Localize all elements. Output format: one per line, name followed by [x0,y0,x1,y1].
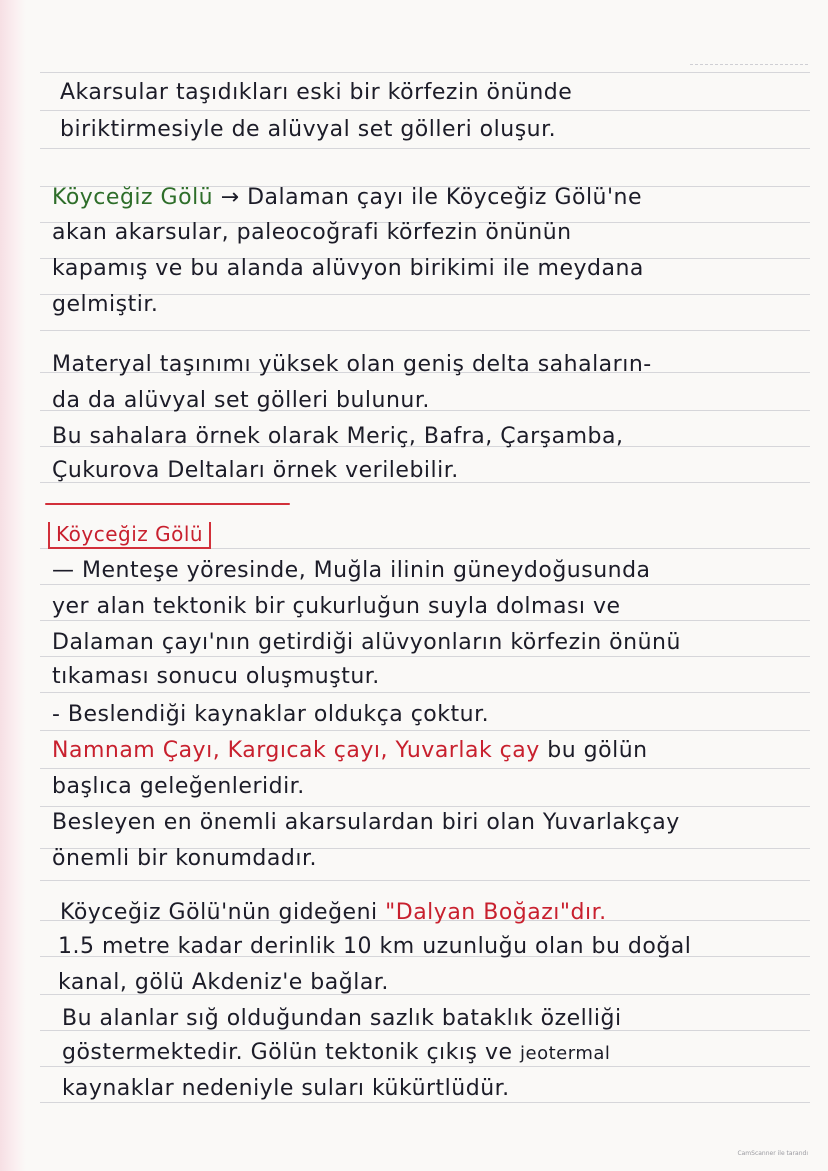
river-names: Namnam Çayı, Kargıcak çayı, Yuvarlak çay [52,738,540,763]
ruled-line [40,620,810,621]
note-line: tıkaması sonucu oluşmuştur. [52,664,380,689]
note-text: Dalaman çayı ile Köyceğiz Gölü'ne [247,185,643,210]
note-line: Çukurova Deltaları örnek verilebilir. [52,458,459,483]
ruled-line [40,656,810,657]
ruled-line [40,584,810,585]
ruled-line [40,72,810,73]
note-line: kapamış ve bu alanda alüvyon birikimi ile meydana [52,256,644,281]
note-text: jeotermal [520,1043,611,1064]
ruled-line [40,880,810,881]
divider [45,503,290,505]
note-line [60,900,607,925]
note-line: Bu alanlar sığ olduğundan sazlık bataklık özelliği [62,1006,622,1031]
ruled-line [40,110,810,111]
ruled-line [40,730,810,731]
note-line: akan akarsular, paleocoğrafi körfezin önünün [52,220,572,245]
note-line: Materyal taşınımı yüksek olan geniş delta sahaların- [52,352,652,377]
ruled-line [40,692,810,693]
arrow-icon: → [220,185,240,210]
ruled-line [40,148,810,149]
note-line: kaynaklar nedeniyle suları kükürtlüdür. [62,1076,510,1101]
note-line: Akarsular taşıdıkları eski bir körfezin önünde [60,80,573,105]
note-line: yer alan tektonik bir çukurluğun suyla dolması ve [52,594,621,619]
ruled-line [40,1066,810,1067]
note-line [52,738,648,763]
lake-name: Köyceğiz Gölü [52,185,214,210]
ruled-line [690,64,808,65]
note-line: önemli bir konumdadır. [52,846,317,871]
ruled-line [40,330,810,331]
note-line [62,1040,610,1065]
section-heading: Köyceğiz Gölü [48,522,211,546]
scanner-watermark: CamScanner ile tarandı [737,1150,808,1157]
note-text: Köyceğiz Gölü'nün gideğeni [60,900,378,925]
page-edge-shadow [0,0,26,1171]
note-text: göstermektedir. Gölün tektonik çıkış ve [62,1040,513,1065]
note-text: bu gölün [547,738,648,763]
note-line: kanal, gölü Akdeniz'e bağlar. [58,970,389,995]
note-line: biriktirmesiyle de alüvyal set gölleri oluşur. [60,117,557,142]
note-line: 1.5 metre kadar derinlik 10 km uzunluğu olan bu doğal [58,934,692,959]
ruled-line [40,768,810,769]
note-line: Besleyen en önemli akarsulardan biri olan Yuvarlakçay [52,810,680,835]
note-line: da da alüvyal set gölleri bulunur. [52,388,430,413]
quote-highlight: "Dalyan Boğazı"dır. [385,900,607,925]
note-line: gelmiştir. [52,292,159,317]
note-line: — Menteşe yöresinde, Muğla ilinin güneydoğusunda [52,558,651,583]
note-line [52,185,642,210]
note-line: başlıca geleğenleridir. [52,774,305,799]
ruled-line [40,806,810,807]
note-line: - Beslendiği kaynaklar oldukça çoktur. [52,702,490,727]
ruled-line [40,1102,810,1103]
note-line: Bu sahalara örnek olarak Meriç, Bafra, Çarşamba, [52,424,624,449]
note-line: Dalaman çayı'nın getirdiği alüvyonların körfezin önünü [52,630,681,655]
